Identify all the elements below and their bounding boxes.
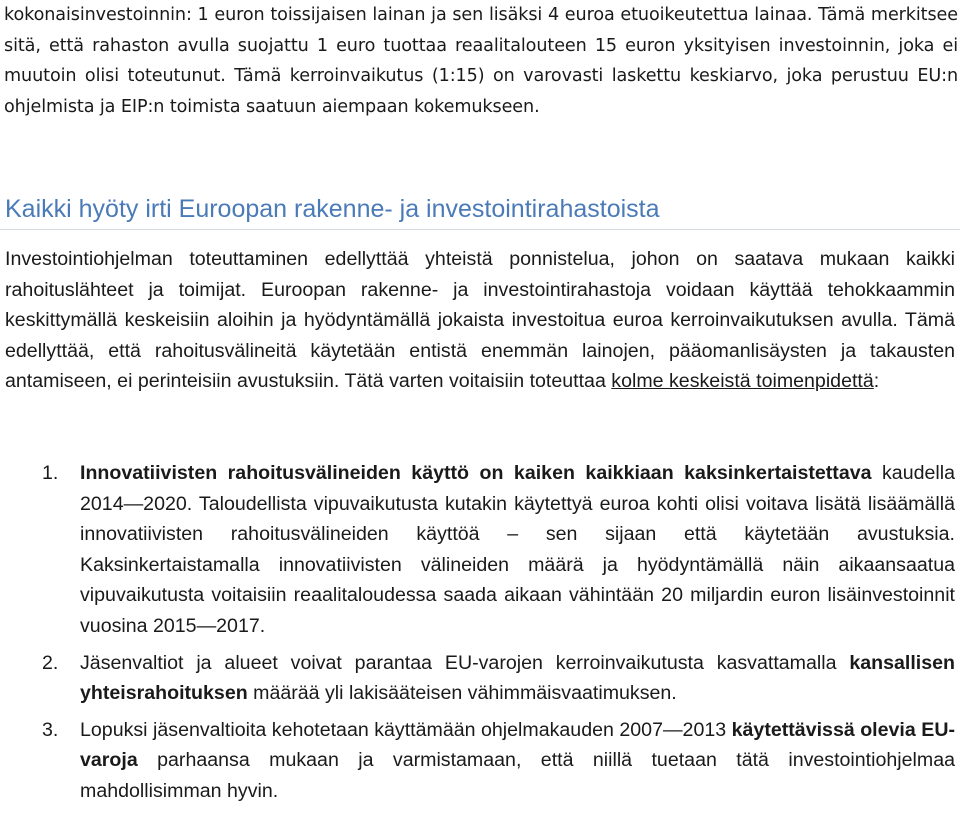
- list-item-text-pre: Lopuksi jäsenvaltioita kehotetaan käyttämään ohjelmakauden 2007—2013: [80, 718, 732, 741]
- list-item-bold: Innovatiivisten rahoitusvälineiden käyttö on kaiken kaikkiaan kaksinkertaistettava: [80, 462, 872, 484]
- list-item: [5, 458, 955, 642]
- list-item: [5, 648, 955, 709]
- intro-paragraph: kokonaisinvestoinnin: 1 euron toissijaisen lainan ja sen lisäksi 4 euroa etuoikeutettua lainaa. Tämä merkitsee sitä, että rahaston avulla suojattu 1 euro tuottaa reaalitalouteen 15 euron yksityisen investoinnin, joka ei muutoin olisi toteutunut. Tämä kerroinvaikutus (1:15) on varovasti laskettu keskiarvo, joka perustuu EU:n ohjelmista ja EIP:n toimista saatuun aiempaan kokemukseen.: [4, 5, 958, 117]
- list-item-number: 1.: [42, 462, 59, 484]
- list-item-number: 3.: [42, 718, 59, 741]
- section-heading: Kaikki hyöty irti Euroopan rakenne- ja investointirahastoista: [5, 195, 660, 223]
- list-item: [5, 715, 955, 807]
- list-item-bold: käytettävissä olevia EU-varoja: [80, 718, 955, 772]
- section-paragraph-end: :: [873, 370, 880, 393]
- section-paragraph: [5, 244, 955, 397]
- list-item-text: määrää yli lakisääteisen vähimmäisvaatimuksen.: [247, 682, 677, 705]
- list-item-text: parhaansa mukaan ja varmistamaan, että niillä tuetaan tätä investointiohjelmaa mahdollisimman hyvin.: [80, 749, 955, 802]
- section-paragraph-text: Investointiohjelman toteuttaminen edellyttää yhteistä ponnistelua, johon on saatava mukaan kaikki rahoituslähteet ja toimijat. Euroopan rakenne- ja investointirahastoja voidaan käyttää tehokkaammin keskittymällä keskeisiin aloihin ja hyödyntämällä jokaista investoitua euroa kerroinvaikutuksen avulla. Tämä edellyttää, että rahoitusvälineitä käytetään entistä enemmän lainojen, pääomanlisäysten ja takausten antamiseen, ei perinteisiin avustuksiin. Tätä varten voitaisiin toteuttaa: [5, 248, 955, 393]
- measures-list: [5, 458, 955, 813]
- list-item-number: 2.: [42, 651, 59, 674]
- key-measures-link[interactable]: kolme keskeistä toimenpidettä: [611, 370, 874, 393]
- list-item-text: kaudella 2014—2020. Taloudellista vipuvaikutusta kutakin käytettyä euroa kohti olisi voitava lisätä lisäämällä innovatiivisten rahoitusvälineiden käyttöä – sen sijaan että käytetään avustuksia. Kaksinkertaistamalla innovatiivisten välineiden määrä ja hyödyntämällä näin aikaansaatua vipuvaikutusta voitaisiin reaalitaloudessa saada aikaan vähintään 20 miljardin euron lisäinvestoinnit vuosina 2015—2017.: [80, 462, 955, 637]
- list-item-bold: kansallisen yhteisrahoituksen: [80, 651, 955, 705]
- list-item-text-pre: Jäsenvaltiot ja alueet voivat parantaa EU-varojen kerroinvaikutusta kasvattamalla: [80, 651, 850, 674]
- heading-divider: [0, 229, 960, 230]
